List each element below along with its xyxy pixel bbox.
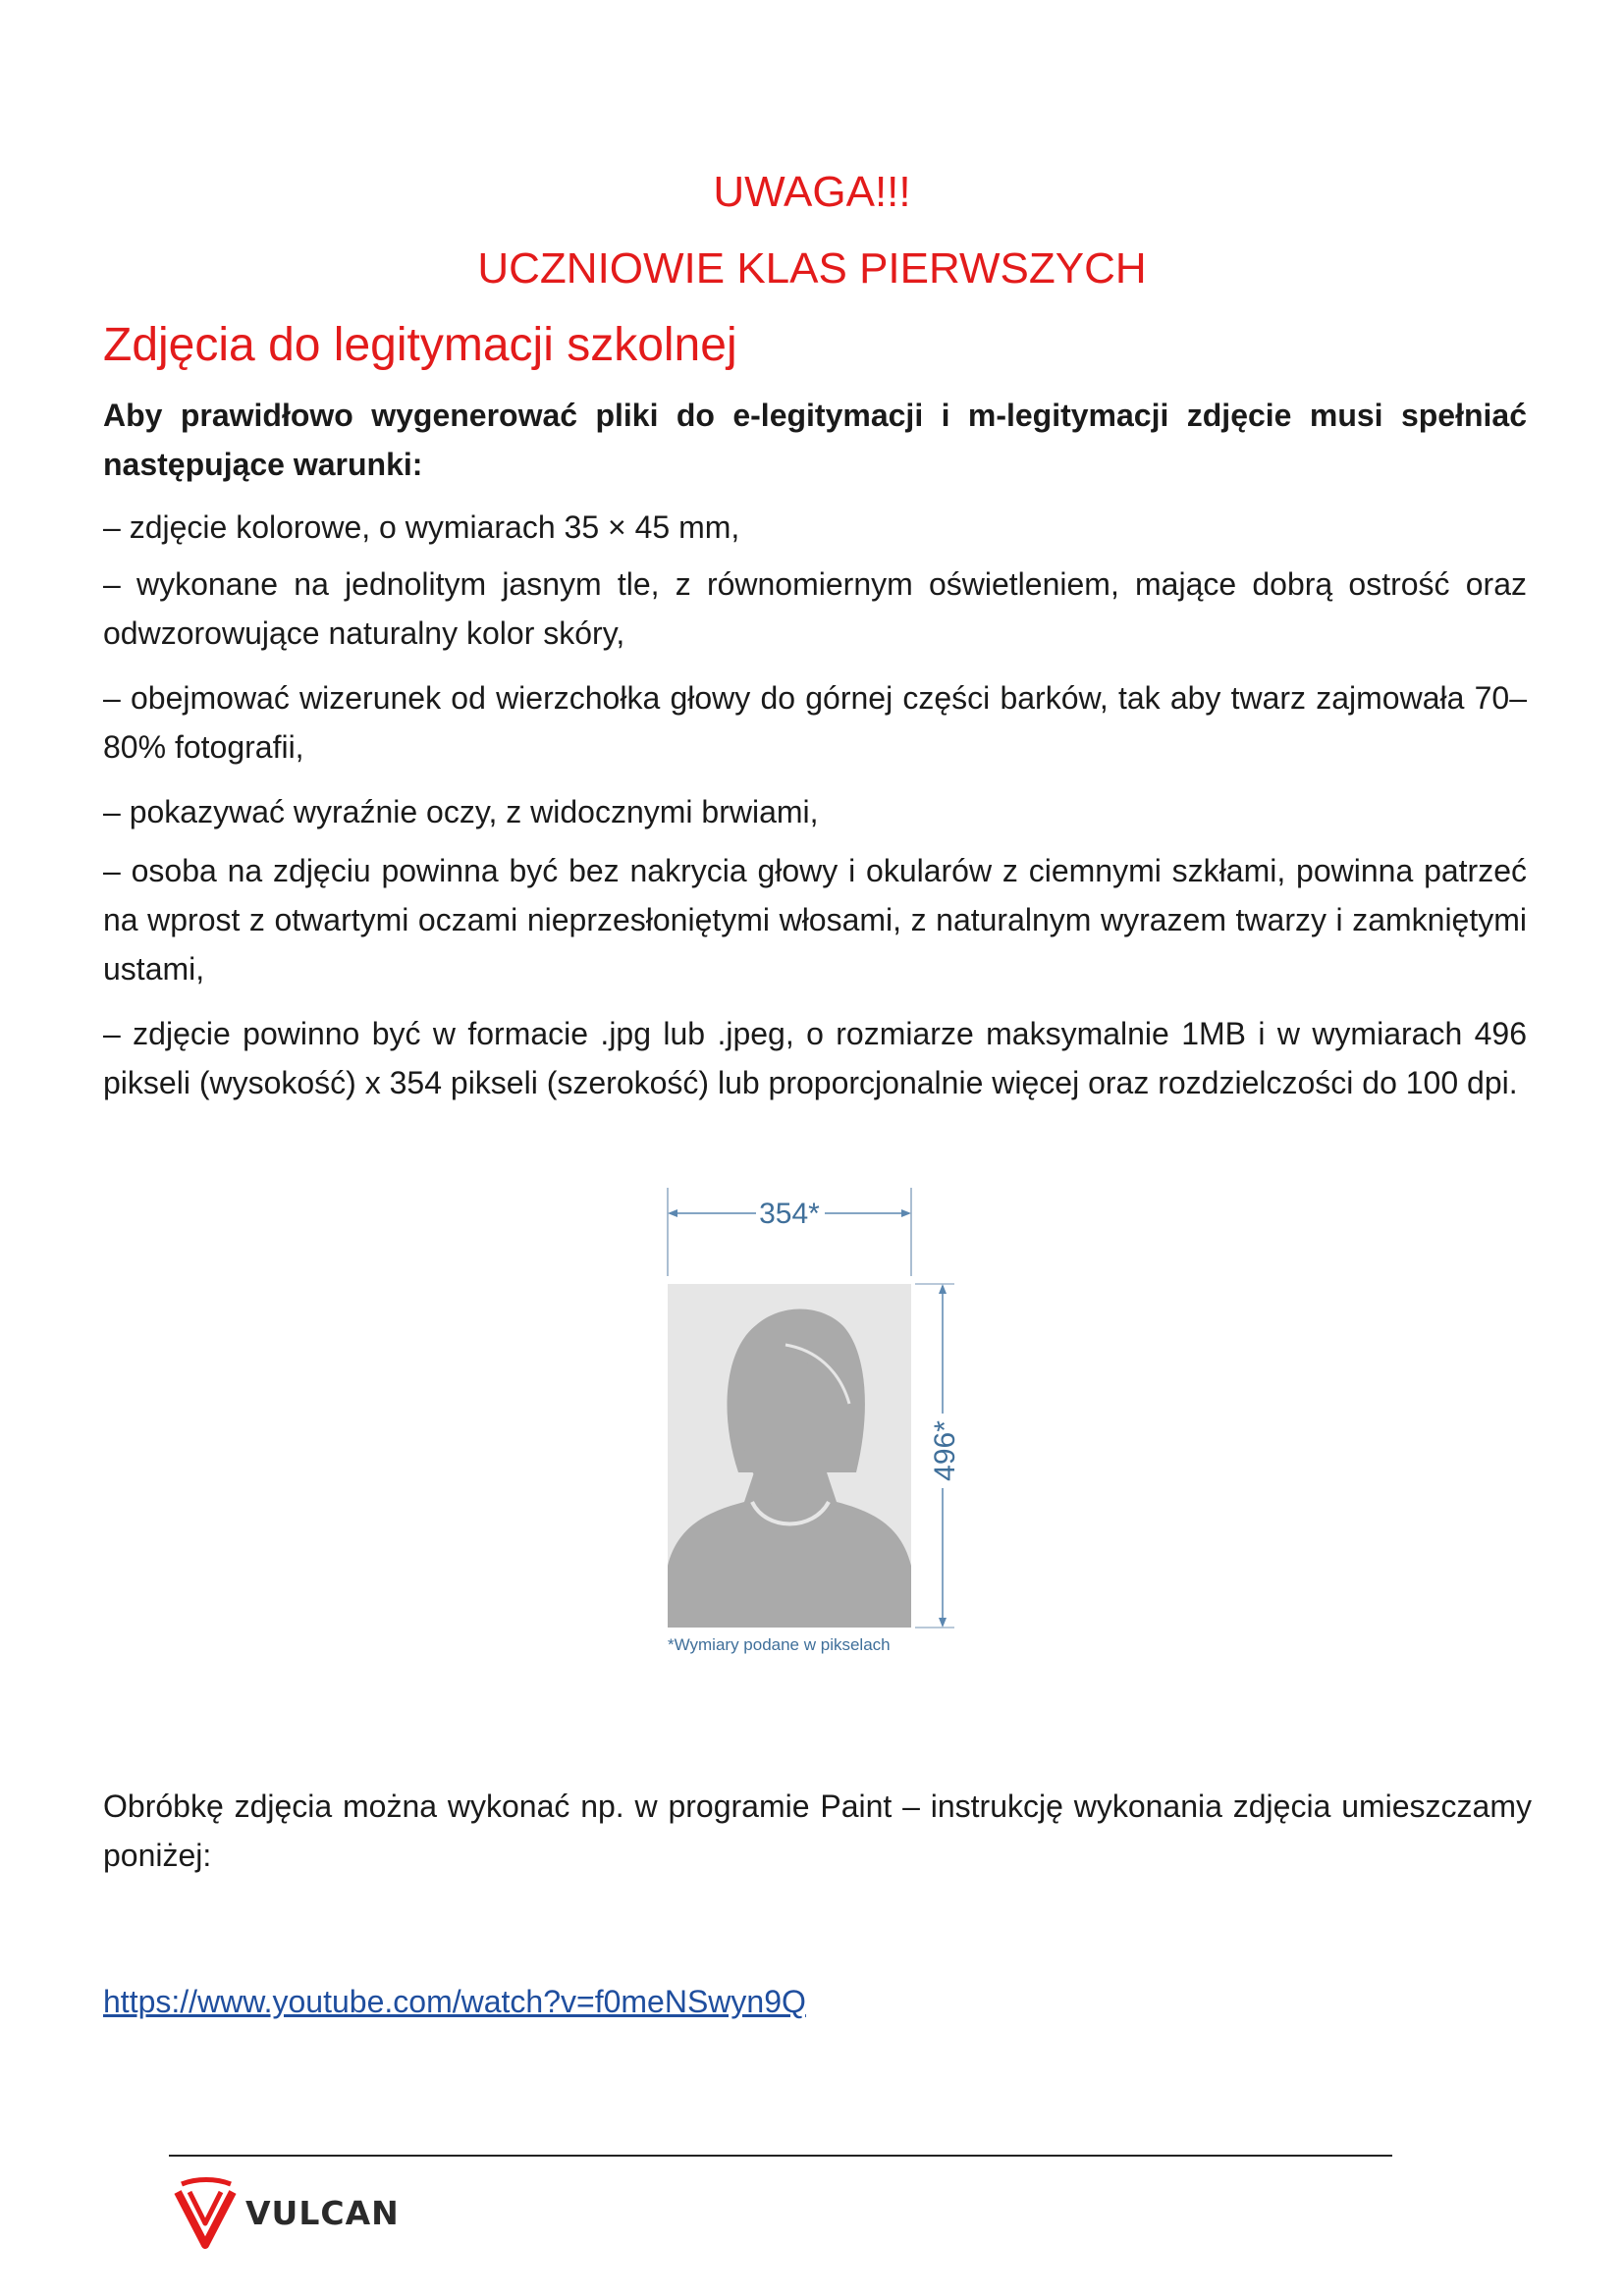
- height-arrow-bottom: [939, 1618, 947, 1628]
- width-label: 354*: [759, 1198, 820, 1230]
- youtube-instruction-link[interactable]: https://www.youtube.com/watch?v=f0meNSwyn9Q: [103, 1984, 806, 2019]
- width-arrow-right: [901, 1209, 911, 1217]
- photo-dimension-diagram: [648, 1178, 1060, 1669]
- footer-divider: [169, 2155, 1392, 2157]
- vulcan-logo-text: VULCAN: [245, 2194, 400, 2232]
- width-arrow-left: [668, 1209, 677, 1217]
- page-title-warning: UWAGA!!!: [713, 168, 911, 216]
- outro-paragraph: Obróbkę zdjęcia można wykonać np. w programie Paint – instrukcję wykonania zdjęcia umieszczamy poniżej:: [103, 1789, 1532, 1873]
- section-heading: Zdjęcia do legitymacji szkolnej: [103, 319, 737, 371]
- photo-dimension-figure: [648, 1178, 1060, 1669]
- requirement-item: – zdjęcie kolorowe, o wymiarach 35 × 45 mm,: [103, 509, 740, 545]
- requirement-item: – obejmować wizerunek od wierzchołka głowy do górnej części barków, tak aby twarz zajmowała 70–80% fotografii,: [103, 680, 1527, 765]
- requirement-item: – wykonane na jednolitym jasnym tle, z równomiernym oświetleniem, mające dobrą ostrość oraz odwzorowujące naturalny kolor skóry,: [103, 566, 1527, 651]
- intro-paragraph: Aby prawidłowo wygenerować pliki do e-legitymacji i m-legitymacji zdjęcie musi spełniać następujące warunki:: [103, 398, 1527, 482]
- vulcan-logo: [172, 2174, 400, 2253]
- page-title-audience: UCZNIOWIE KLAS PIERWSZYCH: [477, 244, 1147, 293]
- height-arrow-top: [939, 1284, 947, 1294]
- requirement-item: – zdjęcie powinno być w formacie .jpg lub .jpeg, o rozmiarze maksymalnie 1MB i w wymiarach 496 pikseli (wysokość) x 354 pikseli (szerokość) lub proporcjonalnie więcej oraz rozdzielczości do 100 dpi.: [103, 1016, 1527, 1100]
- height-label: 496*: [929, 1420, 961, 1481]
- vulcan-v-icon: [172, 2174, 241, 2253]
- figure-caption: *Wymiary podane w pikselach: [668, 1635, 891, 1654]
- requirement-item: – osoba na zdjęciu powinna być bez nakrycia głowy i okularów z ciemnymi szkłami, powinna patrzeć na wprost z otwartymi oczami nieprzesłoniętymi włosami, z naturalnym wyrazem twarzy i zamkniętymi ustami,: [103, 853, 1527, 987]
- requirement-item: – pokazywać wyraźnie oczy, z widocznymi brwiami,: [103, 794, 819, 829]
